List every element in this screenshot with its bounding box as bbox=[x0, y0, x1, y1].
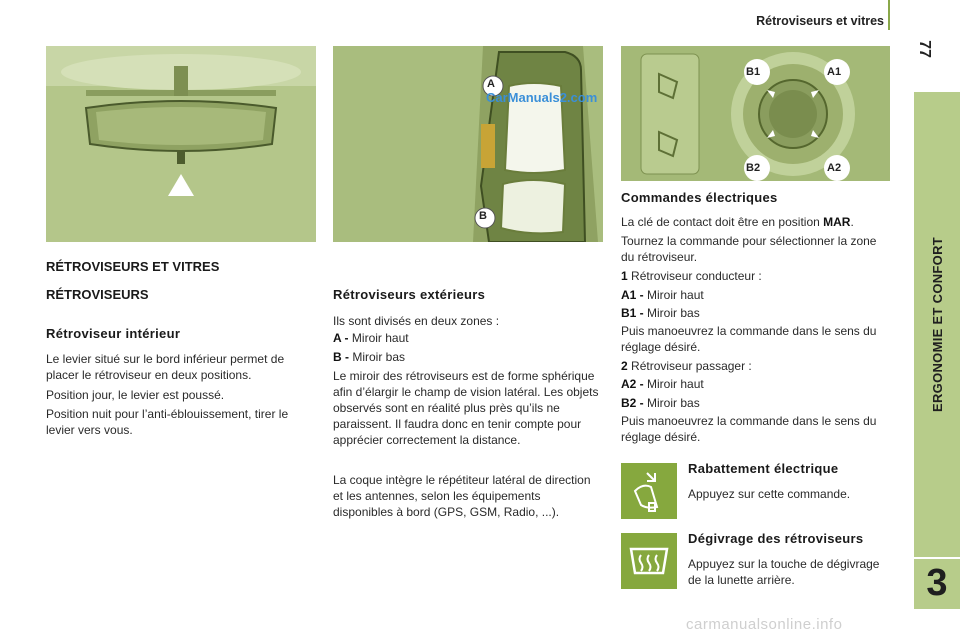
mirror-control-photo bbox=[621, 46, 890, 181]
fold-heading: Rabattement électrique bbox=[688, 461, 839, 476]
mirror-fold-button[interactable] bbox=[621, 463, 677, 519]
exterior-mirror-photo bbox=[333, 46, 603, 242]
zone-b-key: B - bbox=[333, 350, 349, 364]
b1-text: Miroir bas bbox=[647, 306, 700, 320]
driver-adjust-instruction: Puis manoeuvrez la commande dans le sens du réglage désiré. bbox=[621, 324, 877, 354]
fold-text: Appuyez sur cette commande. bbox=[688, 487, 851, 501]
sub-title: RÉTROVISEURS bbox=[46, 287, 149, 302]
passenger-b2-line bbox=[621, 395, 893, 411]
chapter-tab-label-wrap bbox=[914, 92, 960, 557]
interior-mirror-heading: Rétroviseur intérieur bbox=[46, 326, 181, 341]
turn-knob-instruction: Tournez la commande pour sélectionner la zone du rétroviseur. bbox=[621, 234, 877, 264]
driver-b1-line bbox=[621, 305, 893, 321]
knob-label-a2: A2 bbox=[827, 162, 842, 174]
knob-label-b1: B1 bbox=[746, 66, 761, 78]
page-number: 77 bbox=[916, 40, 933, 58]
ignition-pre: La clé de contact doit être en position bbox=[621, 215, 820, 229]
passenger-mirror-line bbox=[621, 358, 893, 374]
rear-defrost-icon bbox=[621, 533, 677, 589]
ignition-post: . bbox=[850, 215, 854, 229]
a1-key: A1 - bbox=[621, 288, 644, 302]
ignition-instruction bbox=[621, 214, 893, 230]
ignition-key-position: MAR bbox=[823, 215, 851, 229]
a1-text: Miroir haut bbox=[647, 288, 704, 302]
defrost-text: Appuyez sur la touche de dégivrage de la lunette arrière. bbox=[688, 557, 880, 587]
exterior-zone-a bbox=[333, 330, 603, 346]
chapter-number: 3 bbox=[926, 561, 948, 604]
watermark-link[interactable]: CarManuals2.com bbox=[486, 90, 598, 105]
mirror-fold-icon bbox=[621, 463, 677, 519]
exterior-mirror-heading: Rétroviseurs extérieurs bbox=[333, 287, 486, 302]
passenger-adjust-instruction: Puis manoeuvrez la commande dans le sens du réglage désiré. bbox=[621, 414, 877, 444]
exterior-mirror-illustration bbox=[333, 46, 603, 242]
main-title: RÉTROVISEURS ET VITRES bbox=[46, 259, 220, 274]
interior-para-3: Position nuit pour l’anti-éblouissement, tirer le levier vers vous. bbox=[46, 407, 289, 437]
footer-site-link[interactable]: carmanualsonline.info bbox=[686, 616, 843, 633]
zone-b-text: Miroir bas bbox=[352, 350, 406, 364]
a2-key: A2 - bbox=[621, 377, 644, 391]
exterior-zone-b bbox=[333, 349, 603, 365]
interior-para-2: Position jour, le levier est poussé. bbox=[46, 388, 225, 402]
driver-text: Rétroviseur conducteur : bbox=[631, 269, 762, 283]
passenger-num: 2 bbox=[621, 359, 628, 373]
exterior-para-1: Le miroir des rétroviseurs est de forme sphérique afin d’élargir le champ de vision latéral. Les objets observés sont en réalité plus près qu’ils ne paraissent. Il faudra donc en tenir compte pour apprécier correctement la distance. bbox=[333, 369, 599, 447]
b2-key: B2 - bbox=[621, 396, 644, 410]
running-header: Rétroviseurs et vitres bbox=[756, 14, 884, 28]
mirror-label-a: A bbox=[487, 78, 495, 90]
defrost-button[interactable] bbox=[621, 533, 677, 589]
knob-label-a1: A1 bbox=[827, 66, 842, 78]
passenger-text: Rétroviseur passager : bbox=[631, 359, 752, 373]
rearview-mirror-illustration bbox=[46, 46, 316, 242]
zone-a-text: Miroir haut bbox=[351, 331, 409, 345]
mirror-label-b: B bbox=[479, 210, 487, 222]
passenger-a2-line bbox=[621, 376, 893, 392]
defrost-heading: Dégivrage des rétroviseurs bbox=[688, 531, 864, 546]
header-divider bbox=[888, 0, 890, 30]
interior-para-1: Le levier situé sur le bord inférieur permet de placer le rétroviseur en deux positions. bbox=[46, 352, 285, 382]
driver-mirror-line bbox=[621, 268, 893, 284]
exterior-para-2: La coque intègre le répétiteur latéral de direction et les antennes, selon les équipements disponibles à bord (GPS, GSM, Radio, ...). bbox=[333, 473, 591, 519]
interior-mirror-photo bbox=[46, 46, 316, 242]
driver-num: 1 bbox=[621, 269, 628, 283]
b1-key: B1 - bbox=[621, 306, 644, 320]
knob-label-b2: B2 bbox=[746, 162, 761, 174]
driver-a1-line bbox=[621, 287, 893, 303]
zone-a-key: A - bbox=[333, 331, 349, 345]
exterior-intro: Ils sont divisés en deux zones : bbox=[333, 314, 500, 328]
chapter-label: ERGONOMIE ET CONFORT bbox=[929, 237, 945, 412]
a2-text: Miroir haut bbox=[647, 377, 704, 391]
electric-controls-heading: Commandes électriques bbox=[621, 190, 778, 205]
b2-text: Miroir bas bbox=[647, 396, 700, 410]
